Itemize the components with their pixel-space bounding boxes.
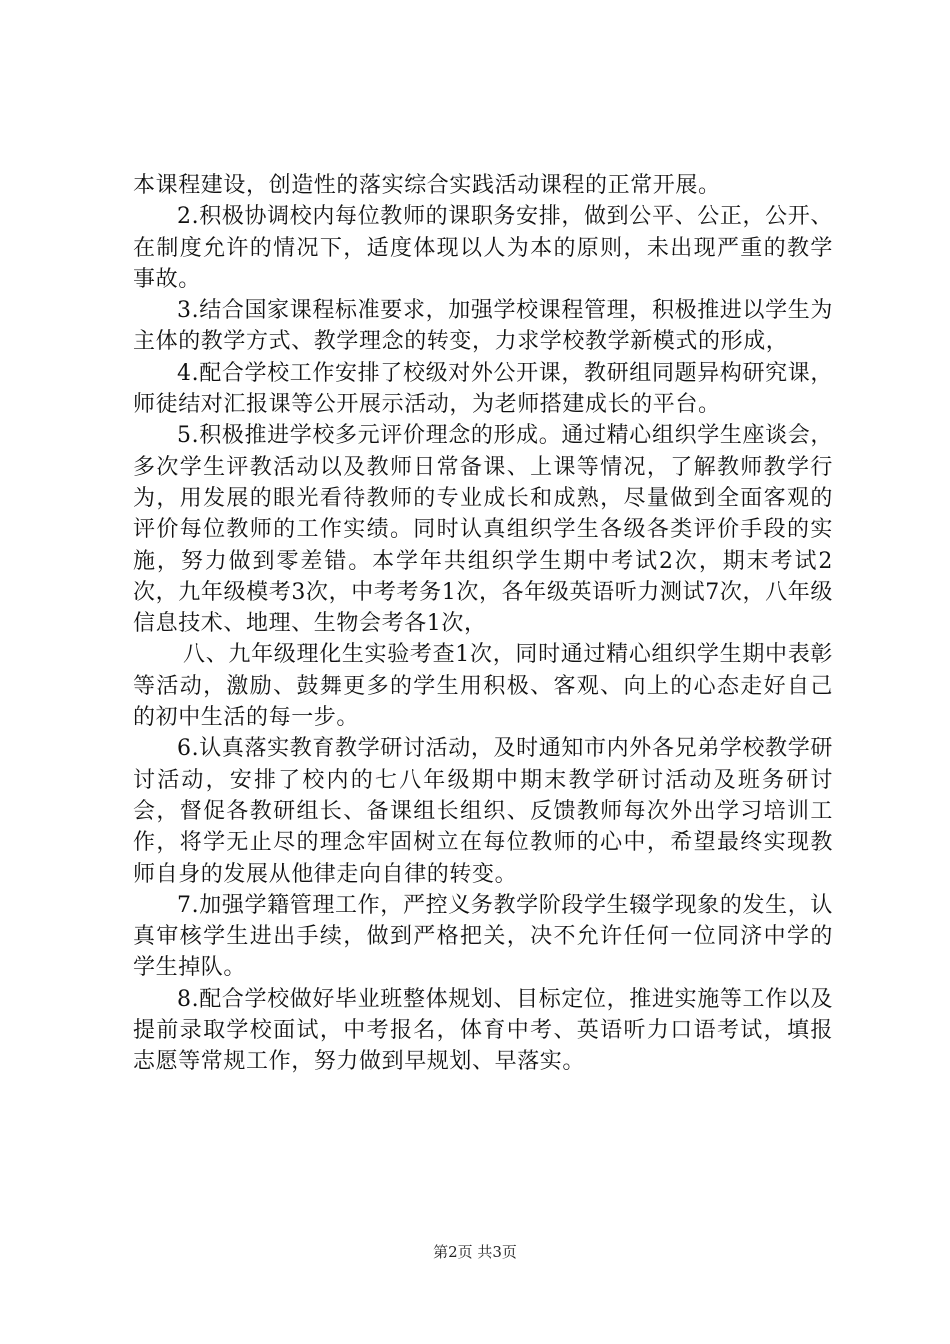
paragraph-continuation: 本课程建设，创造性的落实综合实践活动课程的正常开展。 <box>133 173 721 198</box>
paragraph-item-2: 2.积极协调校内每位教师的课职务安排，做到公平、公正，公开、在制度允许的情况下，适度体现以人为本的原则，未出现严重的教学事故。 <box>133 204 833 292</box>
document-body <box>133 170 833 1078</box>
paragraph-item-5-continued: 八、九年级理化生实验考查1次，同时通过精心组织学生期中表彰等活动，激励、鼓舞更多的学生用积极、客观、向上的心态走好自己的初中生活的每一步。 <box>133 642 833 731</box>
paragraph-item-6: 6.认真落实教育教学研讨活动，及时通知市内外各兄弟学校教学研讨活动，安排了校内的七八年级期中期末教学研讨活动及班务研讨会，督促各教研组长、备课组长组织、反馈教师每次外出学习培训工作，将学无止尽的理念牢固树立在每位教师的心中，希望最终实现教师自身的发展从他律走向自律的转变。 <box>133 736 833 887</box>
paragraph-item-8: 8.配合学校做好毕业班整体规划、目标定位，推进实施等工作以及提前录取学校面试，中考报名，体育中考、英语听力口语考试，填报志愿等常规工作，努力做到早规划、早落实。 <box>133 986 833 1075</box>
paragraph-item-4: 4.配合学校工作安排了校级对外公开课，教研组同题异构研究课，师徒结对汇报课等公开展示活动，为老师搭建成长的平台。 <box>133 360 833 418</box>
paragraph-item-5: 5.积极推进学校多元评价理念的形成。通过精心组织学生座谈会，多次学生评教活动以及教师日常备课、上课等情况，了解教师教学行为，用发展的眼光看待教师的专业成长和成熟，尽量做到全面客观的评价每位教师的工作实绩。同时认真组织学生各级各类评价手段的实施，努力做到零差错。本学年共组织学生期中考试2次，期末考试2次，九年级模考3次，中考考务1次，各年级英语听力测试7次，八年级信息技术、地理、生物会考各1次， <box>133 423 833 637</box>
page-number-footer: 第2页 共3页 <box>433 1243 517 1261</box>
paragraph-item-3: 3.结合国家课程标准要求，加强学校课程管理，积极推进以学生为主体的教学方式、教学理念的转变，力求学校教学新模式的形成， <box>133 298 833 355</box>
paragraph-item-7: 7.加强学籍管理工作，严控义务教学阶段学生辍学现象的发生，认真审核学生进出手续，做到严格把关，决不允许任何一位同济中学的学生掉队。 <box>133 892 833 981</box>
